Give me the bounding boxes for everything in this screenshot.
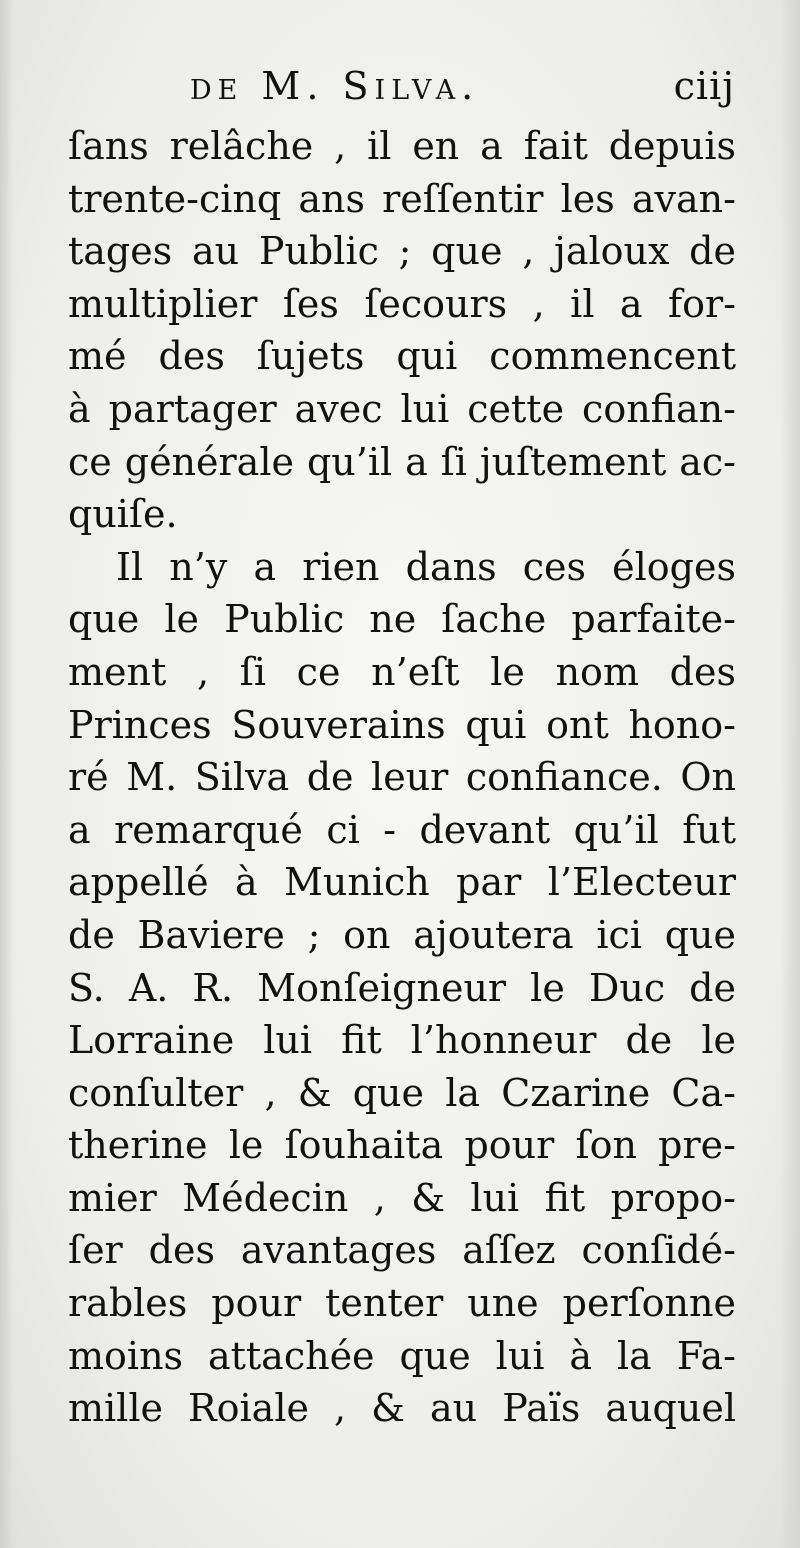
text-line: Princes Souverains qui ont hono-	[68, 702, 736, 747]
text-line: appellé à Munich par l’Electeur	[68, 860, 736, 905]
text-line: therine le ſouhaita pour ſon pre-	[68, 1123, 736, 1168]
text-line: conſulter , & que la Czarine Ca-	[68, 1070, 736, 1115]
text-line: ce générale qu’il a ſi juſtement ac-	[68, 439, 736, 484]
page-edge-shadow-right	[780, 0, 800, 1548]
text-line: mier Médecin , & lui fit propo-	[68, 1175, 736, 1220]
page-edge-shadow-left	[0, 0, 14, 1548]
text-line: mille Roiale , & au Païs auquel	[68, 1386, 736, 1431]
text-line: ment , ſi ce n’eſt le nom des	[68, 649, 736, 694]
text-line-paragraph-start: Il n’y a rien dans ces éloges	[116, 544, 736, 589]
text-line: à partager avec lui cette confian-	[68, 386, 736, 431]
running-title: de M. Silva.	[190, 64, 480, 108]
text-line: trente-cinq ans reſſentir les avan-	[68, 176, 736, 221]
text-line: mé des ſujets qui commencent	[68, 334, 736, 379]
text-line-paragraph-end: quiſe.	[68, 492, 178, 537]
text-line: multiplier ſes ſecours , il a for-	[68, 281, 736, 326]
text-line: que le Public ne ſache parfaite-	[68, 597, 736, 642]
text-line: S. A. R. Monſeigneur le Duc de	[68, 965, 736, 1010]
text-line: de Baviere ; on ajoutera ici que	[68, 912, 736, 957]
text-line: moins attachée que lui à la Fa-	[68, 1333, 736, 1378]
text-line: rables pour tenter une perſonne	[68, 1281, 736, 1326]
page-number: ciij	[673, 64, 735, 108]
text-line: tages au Public ; que , jaloux de	[68, 229, 736, 274]
body-text	[68, 120, 736, 1435]
text-line: a remarqué ci - devant qu’il fut	[68, 807, 736, 852]
text-line: Lorraine lui fit l’honneur de le	[68, 1018, 736, 1063]
text-line: ré M. Silva de leur confiance. On	[68, 755, 736, 800]
text-line: ſer des avantages aſſez conſidé-	[68, 1228, 736, 1273]
running-head	[70, 58, 735, 114]
text-line: ſans relâche , il en a fait depuis	[68, 124, 736, 168]
